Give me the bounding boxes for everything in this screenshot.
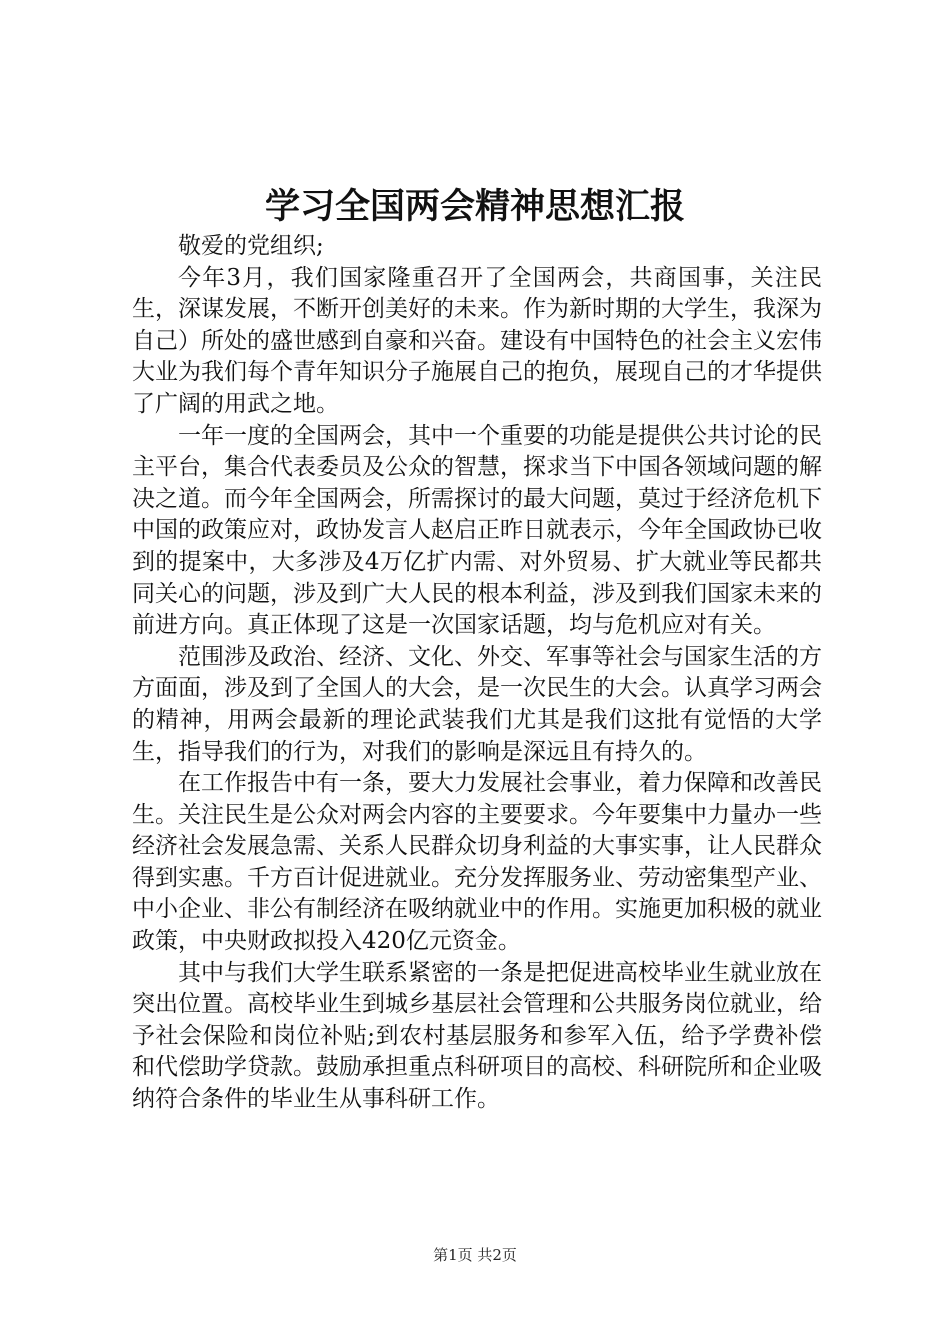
- body-paragraph: 一年一度的全国两会，其中一个重要的功能是提供公共讨论的民主平台，集合代表委员及公众的智慧，探求当下中国各领域问题的解决之道。而今年全国两会，所需探讨的最大问题，莫过于经济危机下中国的政策应对，政协发言人赵启正昨日就表示，今年全国政协已收到的提案中，大多涉及4万亿扩内需、对外贸易、扩大就业等民都共同关心的问题，涉及到广大人民的根本利益，涉及到我们国家未来的前进方向。真正体现了这是一次国家话题，均与危机应对有关。: [132, 422, 822, 639]
- salutation: 敬爱的党组织;: [178, 233, 324, 259]
- body-paragraph: 范围涉及政治、经济、文化、外交、军事等社会与国家生活的方方面面，涉及到了全国人的大会，是一次民生的大会。认真学习两会的精神，用两会最新的理论武装我们尤其是我们这批有觉悟的大学生，指导我们的行为，对我们的影响是深远且有持久的。: [132, 643, 822, 765]
- body-paragraph: 今年3月，我们国家隆重召开了全国两会，共商国事，关注民生，深谋发展，不断开创美好的未来。作为新时期的大学生，我深为自己）所处的盛世感到自豪和兴奋。建设有中国特色的社会主义宏伟大业为我们每个青年知识分子施展自己的抱负，展现自己的才华提供了广阔的用武之地。: [132, 264, 822, 417]
- page-footer: 第1页 共2页: [433, 1246, 517, 1264]
- body-paragraph: 其中与我们大学生联系紧密的一条是把促进高校毕业生就业放在突出位置。高校毕业生到城乡基层社会管理和公共服务岗位就业，给予社会保险和岗位补贴;到农村基层服务和参军入伍，给予学费补偿和代偿助学贷款。鼓励承担重点科研项目的高校、科研院所和企业吸纳符合条件的毕业生从事科研工作。: [132, 959, 822, 1113]
- document-title: 学习全国两会精神思想汇报: [264, 186, 685, 227]
- document-body: [132, 231, 822, 1116]
- body-paragraph: 在工作报告中有一条，要大力发展社会事业，着力保障和改善民生。关注民生是公众对两会内容的主要要求。今年要集中力量办一些经济社会发展急需、关系人民群众切身利益的大事实事，让人民群众得到实惠。千方百计促进就业。充分发挥服务业、劳动密集型产业、中小企业、非公有制经济在吸纳就业中的作用。实施更加积极的就业政策，中央财政拟投入420亿元资金。: [132, 770, 822, 955]
